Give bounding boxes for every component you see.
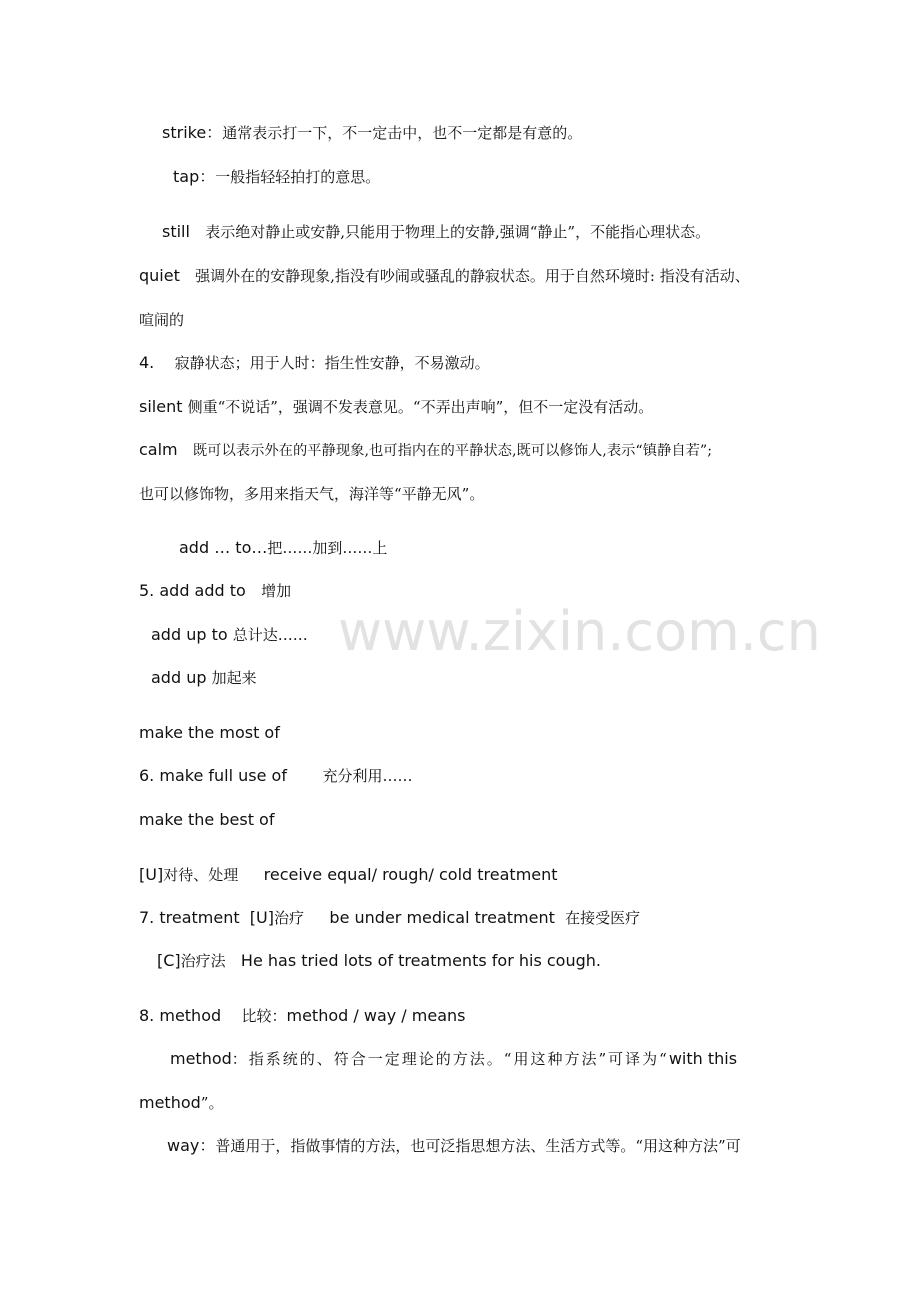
- term: 8. method: [139, 1006, 242, 1025]
- text-line: [139, 440, 712, 461]
- text-line: [139, 723, 280, 744]
- definition: 既可以表示外在的平静现象,也可指内在的平静状态,既可以修饰人,表示“镇静自若”;: [192, 443, 713, 459]
- phrase: add … to…: [179, 538, 268, 557]
- text-line: [157, 951, 601, 972]
- term: calm: [139, 440, 193, 459]
- definition: 治疗法: [180, 952, 226, 970]
- text-line: [139, 353, 490, 374]
- text-line: [151, 668, 257, 689]
- definition: 总计达……: [232, 626, 308, 644]
- term: strike：: [162, 123, 223, 142]
- phrase: 5. add add to: [139, 581, 262, 600]
- term: 7. treatment [U]: [139, 908, 274, 927]
- text-line: [139, 766, 413, 787]
- definition: 强调外在的安静现象,指没有吵闹或骚乱的静寂状态。用于自然环境时: 指没有活动、: [195, 267, 750, 285]
- text-line: [170, 1049, 737, 1070]
- phrase: add up to: [151, 625, 233, 644]
- text-line: [139, 1093, 223, 1114]
- comparison: method / way / means: [286, 1006, 466, 1025]
- definition: 增加: [261, 582, 292, 600]
- definition: 治疗: [273, 909, 304, 927]
- term: still: [162, 222, 206, 241]
- text-line: [139, 1006, 465, 1027]
- term: quiet: [139, 266, 196, 285]
- text-line: [162, 123, 582, 144]
- example: with this: [668, 1049, 738, 1068]
- example: method: [139, 1093, 201, 1112]
- text-line: [139, 266, 750, 287]
- noun-type: [U]: [139, 865, 164, 884]
- term: silent: [139, 397, 188, 416]
- text-line: [139, 310, 184, 331]
- term: tap：: [173, 167, 216, 186]
- definition: 也可以修饰物，多用来指天气，海洋等“平静无风”。: [139, 485, 485, 503]
- noun-type: [C]: [157, 951, 181, 970]
- text-line: [139, 810, 274, 831]
- example: He has tried lots of treatments for his cough.: [225, 951, 601, 970]
- text-line: [139, 484, 484, 505]
- definition: 加起来: [211, 669, 257, 687]
- text-line: [173, 167, 380, 188]
- definition: 寂静状态；用于人时：指生性安静，不易激动。: [174, 354, 490, 372]
- term: method: [170, 1049, 232, 1068]
- watermark: www.zixin.com.cn: [338, 600, 821, 663]
- definition: 对待、处理: [163, 866, 239, 884]
- phrase: add up: [151, 668, 212, 687]
- definition: 喧闹的: [139, 311, 185, 329]
- text-line: [139, 397, 653, 418]
- translation: 在接受医疗: [565, 909, 641, 927]
- item-number: 4.: [139, 353, 175, 372]
- term: way：: [167, 1136, 216, 1155]
- definition: 通常表示打一下，不一定击中，也不一定都是有意的。: [222, 124, 583, 142]
- definition: 比较：: [241, 1007, 287, 1025]
- definition: 一般指轻轻拍打的意思。: [215, 168, 381, 186]
- definition: 表示绝对静止或安静,只能用于物理上的安静,强调“静止”，不能指心理状态。: [205, 223, 711, 241]
- text-line: [162, 222, 710, 243]
- text-line: [139, 908, 640, 929]
- definition: ：指系统的、符合一定理论的方法。“用这种方法”可译为“: [231, 1050, 669, 1068]
- text-line: [139, 865, 558, 886]
- phrase: make the most of: [139, 723, 280, 742]
- text-line: [151, 625, 308, 646]
- punctuation: ”。: [200, 1094, 224, 1112]
- definition: 普通用于，指做事情的方法，也可泛指思想方法、生活方式等。“用这种方法”可: [215, 1137, 741, 1155]
- definition: 充分利用……: [322, 767, 413, 785]
- definition: 把……加到……上: [267, 539, 388, 557]
- text-line: [167, 1136, 741, 1157]
- text-line: [139, 581, 291, 602]
- example: receive equal/ rough/ cold treatment: [238, 865, 558, 884]
- definition: 侧重“不说话”，强调不发表意见。“不弄出声响”，但不一定没有活动。: [187, 398, 654, 416]
- text-line: [179, 538, 387, 559]
- phrase: 6. make full use of: [139, 766, 323, 785]
- phrase: make the best of: [139, 810, 275, 829]
- example: be under medical treatment: [304, 908, 566, 927]
